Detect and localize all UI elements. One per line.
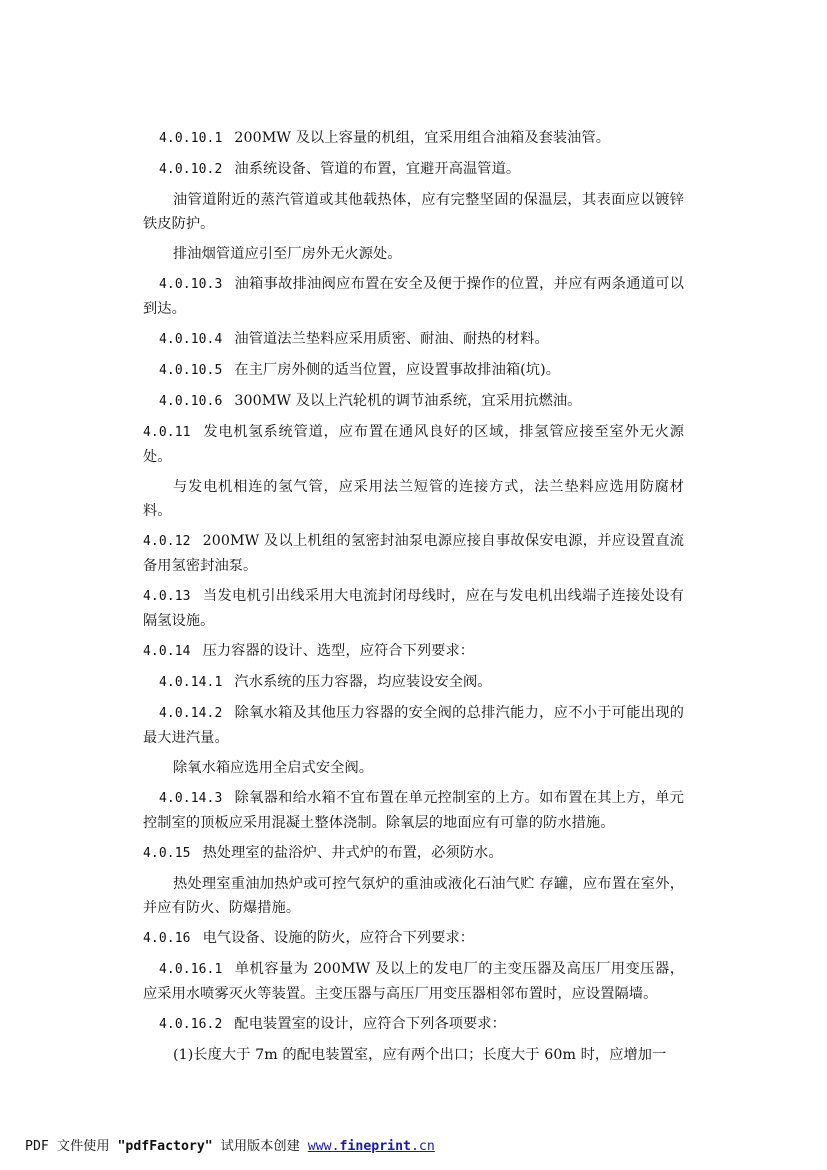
- paragraph-exhaust-pipe: [143, 242, 684, 266]
- clause-4-0-15: [143, 841, 684, 866]
- clause-number: 4.0.14.3: [159, 791, 223, 806]
- paragraph-steam-pipe-insulation: [143, 188, 684, 236]
- clause-number: 4.0.14.1: [159, 675, 223, 690]
- clause-number: 4.0.16.1: [159, 962, 223, 977]
- clause-text: 配电装置室的设计，应符合下列各项要求：: [234, 1016, 506, 1032]
- footer-link-pre: www.: [307, 1139, 340, 1154]
- clause-4-0-10-1: [143, 126, 684, 151]
- footer-link-post: .cn: [410, 1139, 435, 1154]
- clause-number: 4.0.10.4: [159, 332, 223, 347]
- clause-number: 4.0.14: [143, 644, 191, 659]
- paragraph-text: 与发电机相连的氢气管，应采用法兰短管的连接方式，法兰垫料应选用防腐材料。: [143, 479, 684, 519]
- footer-prefix: PDF 文件使用: [25, 1139, 118, 1154]
- clause-text: 电气设备、设施的防火，应符合下列要求：: [202, 930, 475, 946]
- clause-4-0-14: [143, 639, 684, 664]
- clause-4-0-14-3: [143, 786, 684, 835]
- footer-link-bold: fineprint: [339, 1139, 411, 1154]
- clause-text: 300MW 及以上汽轮机的调节油系统，宜采用抗燃油。: [234, 393, 582, 409]
- paragraph-text: 油管道附近的蒸汽管道或其他载热体，应有完整坚固的保温层，其表面应以镀锌铁皮防护。: [143, 192, 684, 232]
- clause-text: 200MW 及以上机组的氢密封油泵电源应接自事故保安电源，并应设置直流备用氢密封油泵。: [143, 533, 684, 574]
- document-body: [143, 126, 684, 1067]
- paragraph-heat-treatment: [143, 872, 684, 920]
- clause-text: 当发电机引出线采用大电流封闭母线时，应在与发电机出线端子连接处设有隔氢设施。: [143, 588, 684, 629]
- clause-4-0-14-1: [143, 670, 684, 695]
- clause-text: 汽水系统的压力容器，均应装设安全阀。: [234, 674, 492, 690]
- clause-4-0-10-2: [143, 157, 684, 182]
- clause-text: 除氧水箱及其他压力容器的安全阀的总排汽能力，应不小于可能出现的最大进汽量。: [143, 705, 684, 746]
- clause-4-0-16: [143, 926, 684, 951]
- clause-number: 4.0.12: [143, 534, 191, 549]
- paragraph-text: 排油烟管道应引至厂房外无火源处。: [173, 246, 402, 262]
- clause-number: 4.0.13: [143, 589, 191, 604]
- clause-text: 压力容器的设计、选型，应符合下列要求：: [202, 643, 475, 659]
- clause-text: 单机容量为 200MW 及以上的发电厂的主变压器及高压厂用变压器，应采用水喷雾灭火等装置。主变压器与高压厂用变压器相邻布置时，应设置隔墙。: [143, 961, 684, 1002]
- footer-link[interactable]: [308, 1139, 435, 1154]
- clause-number: 4.0.15: [143, 846, 191, 861]
- paragraph-safety-valve: [143, 756, 684, 780]
- clause-number: 4.0.10.6: [159, 394, 223, 409]
- clause-text: 200MW 及以上容量的机组，宜采用组合油箱及套装油管。: [234, 130, 611, 146]
- clause-4-0-10-5: [143, 358, 684, 383]
- paragraph-hydrogen-pipe: [143, 475, 684, 523]
- clause-text: 油系统设备、管道的布置，宜避开高温管道。: [234, 161, 521, 177]
- clause-text: 在主厂房外侧的适当位置，应设置事故排油箱(坑)。: [234, 362, 561, 378]
- clause-number: 4.0.10.2: [159, 162, 223, 177]
- clause-text: 油箱事故排油阀应布置在安全及便于操作的位置，并应有两条通道可以到达。: [143, 276, 684, 317]
- paragraph-text: 热处理室重油加热炉或可控气氛炉的重油或液化石油气贮 存罐，应布置在室外，并应有防火、防爆措施。: [143, 876, 684, 916]
- clause-4-0-10-6: [143, 389, 684, 414]
- paragraph-item-1: [143, 1043, 684, 1067]
- footer-middle: 试用版本创建: [212, 1139, 308, 1154]
- paragraph-text: (1)长度大于 7m 的配电装置室，应有两个出口；长度大于 60m 时，应增加一: [173, 1047, 667, 1063]
- clause-4-0-16-1: [143, 957, 684, 1006]
- clause-4-0-11: [143, 420, 684, 469]
- footer-product: "pdfFactory": [117, 1139, 213, 1154]
- clause-4-0-14-2: [143, 701, 684, 750]
- clause-text: 除氧器和给水箱不宜布置在单元控制室的上方。如布置在其上方，单元控制室的顶板应采用混凝土整体浇制。除氧层的地面应有可靠的防水措施。: [143, 790, 684, 831]
- clause-number: 4.0.11: [143, 425, 191, 440]
- clause-4-0-12: [143, 529, 684, 578]
- clause-number: 4.0.16: [143, 931, 191, 946]
- paragraph-text: 除氧水箱应选用全启式安全阀。: [173, 760, 374, 776]
- pdf-footer: [25, 1135, 725, 1154]
- clause-4-0-10-3: [143, 272, 684, 321]
- clause-number: 4.0.10.5: [159, 363, 223, 378]
- clause-number: 4.0.10.3: [159, 277, 223, 292]
- clause-4-0-13: [143, 584, 684, 633]
- clause-4-0-10-4: [143, 327, 684, 352]
- clause-text: 热处理室的盐浴炉、井式炉的布置，必须防水。: [202, 845, 503, 861]
- clause-text: 发电机氢系统管道，应布置在通风良好的区域，排氢管应接至室外无火源处。: [143, 424, 684, 465]
- clause-4-0-16-2: [143, 1012, 684, 1037]
- clause-number: 4.0.16.2: [159, 1017, 223, 1032]
- clause-text: 油管道法兰垫料应采用质密、耐油、耐热的材料。: [234, 331, 549, 347]
- clause-number: 4.0.10.1: [159, 131, 223, 146]
- clause-number: 4.0.14.2: [159, 706, 223, 721]
